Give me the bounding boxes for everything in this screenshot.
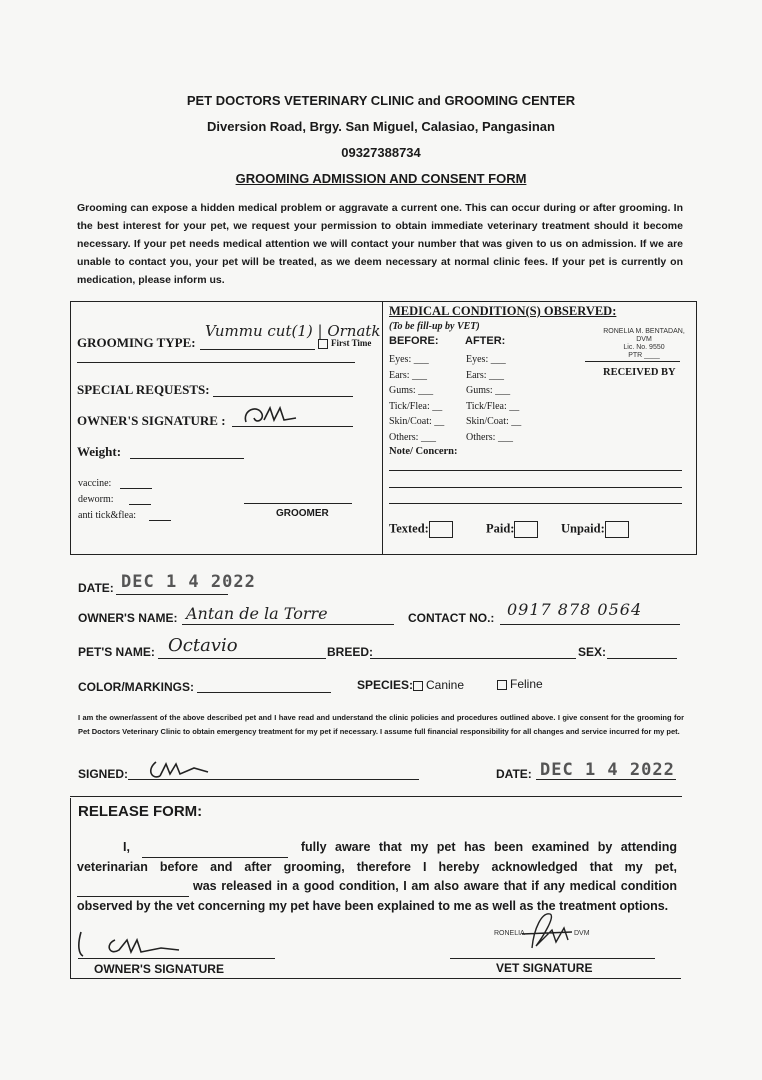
groomer-label: GROOMER (276, 508, 329, 519)
species-canine-option[interactable]: Canine (413, 678, 464, 692)
anti-tick-label: anti tick&flea: (78, 510, 137, 521)
weight-field[interactable] (130, 458, 244, 459)
checkbox-icon (318, 339, 328, 349)
release-pet-field[interactable] (77, 877, 189, 897)
color-markings-label: COLOR/MARKINGS: (78, 680, 194, 694)
box-divider (382, 301, 383, 555)
owner-name-value[interactable]: Antan de la Torre (186, 604, 328, 623)
clinic-name: PET DOCTORS VETERINARY CLINIC and GROOMING CENTER (186, 93, 576, 108)
signed-date-label: DATE: (496, 767, 532, 781)
note-concern-label: Note/ Concern: (389, 446, 458, 457)
release-paragraph: I, fully aware that my pet has been examined by attending veterinarian before and after grooming, therefore I hereby acknowledged that my pet, was released in a good condition, I am also aware that if any medical condition observed by the vet concerning my pet have been explained to me as well as the treatment options. (77, 840, 677, 913)
vet-signature-field[interactable] (450, 958, 655, 959)
contact-no-value[interactable]: 0917 878 0564 (507, 600, 643, 619)
color-markings-field[interactable] (197, 692, 331, 693)
first-time-checkbox[interactable] (318, 338, 371, 349)
intro-paragraph: Grooming can expose a hidden medical problem or aggravate a current one. This can occur during or after grooming. In the best interest for your pet, we request your permission to obtain immediate veterinary treatment should it become necessary. If your pet needs medical attention we will contact your number that was given to us on admission. If we are unable to contact you, your pet will be treated, as we deem necessary at normal clinic fees. If your pet is currently on medication, please inform us. (77, 202, 683, 286)
breed-label: BREED: (327, 645, 374, 659)
signed-scribble (146, 752, 216, 782)
received-by-label: RECEIVED BY (603, 367, 676, 378)
checkbox-icon (497, 680, 507, 690)
unpaid-checkbox[interactable]: Unpaid: (561, 521, 629, 538)
groomer-signature-field[interactable] (244, 503, 352, 504)
clinic-phone: 09327388734 (341, 145, 421, 160)
breed-field[interactable] (370, 658, 576, 659)
form-title: GROOMING ADMISSION AND CONSENT FORM (235, 171, 527, 186)
before-label: BEFORE: (389, 335, 439, 347)
deworm-label: deworm: (78, 494, 114, 505)
sex-label: SEX: (578, 645, 607, 659)
vet-signature-scribble (512, 908, 582, 956)
vet-credentials: RONELIA M. BENTADAN, DVM Lic. No. 9550 PTR ____ (603, 328, 685, 359)
pet-name-value[interactable]: Octavio (168, 635, 238, 656)
sex-field[interactable] (607, 658, 677, 659)
consent-paragraph: I am the owner/assent of the above described pet and I have read and understand the clinic policies and procedures outlined above. I give consent for the grooming for Pet Doctors Veterinary Clinic to obtain emergency treatment for my pet if necessary. I assume full financial responsibility for all changes and service incurred for my pet. (78, 713, 684, 736)
paid-checkbox[interactable]: Paid: (486, 521, 538, 538)
signed-date-stamp: DEC 1 4 2022 (540, 760, 675, 780)
vet-signature-label: VET SIGNATURE (496, 961, 593, 975)
special-requests-label: SPECIAL REQUESTS: (77, 382, 210, 397)
species-label: SPECIES: (357, 678, 414, 692)
date-stamp: DEC 1 4 2022 (121, 572, 256, 592)
release-owner-scribble (75, 926, 185, 962)
vet-name-stamp: RONELIA (494, 930, 525, 937)
owner-signature-scribble (240, 400, 300, 430)
owner-name-label: OWNER'S NAME: (78, 611, 178, 625)
release-owner-signature-label: OWNER'S SIGNATURE (94, 962, 224, 976)
signed-label: SIGNED: (78, 767, 129, 781)
medical-conditions-title: MEDICAL CONDITION(S) OBSERVED: (389, 304, 617, 318)
release-form-title: RELEASE FORM: (78, 803, 203, 820)
after-label: AFTER: (465, 335, 506, 347)
release-owner-signature-field[interactable] (78, 958, 275, 959)
owner-signature-label: OWNER'S SIGNATURE : (77, 413, 226, 428)
texted-checkbox[interactable]: Texted: (389, 521, 453, 538)
grooming-type-value[interactable]: Vummu cut(1) | Ornatk (205, 322, 381, 340)
special-requests-field[interactable] (213, 396, 353, 397)
grooming-type-label: GROOMING TYPE: (77, 335, 196, 350)
weight-label: Weight: (77, 444, 122, 459)
species-feline-option[interactable]: Feline (497, 677, 543, 691)
checkbox-icon (413, 681, 423, 691)
vet-title-stamp: DVM (574, 930, 590, 937)
first-time-label: First Time (331, 338, 372, 348)
after-checklist: Eyes: ___ Ears: ___ Gums: ___ Tick/Flea: __ Skin/Coat: __ Others: ___ (466, 354, 522, 443)
before-checklist: Eyes: ___ Ears: ___ Gums: ___ Tick/Flea: __ Skin/Coat: __ Others: ___ (389, 354, 445, 443)
pet-name-label: PET'S NAME: (78, 645, 155, 659)
release-name-field[interactable] (142, 838, 288, 858)
clinic-address: Diversion Road, Brgy. San Miguel, Calasiao, Pangasinan (207, 119, 555, 134)
contact-no-label: CONTACT NO.: (408, 611, 495, 625)
date-label: DATE: (78, 581, 114, 595)
vaccine-label: vaccine: (78, 478, 112, 489)
medical-note: (To be fill-up by VET) (389, 321, 480, 332)
